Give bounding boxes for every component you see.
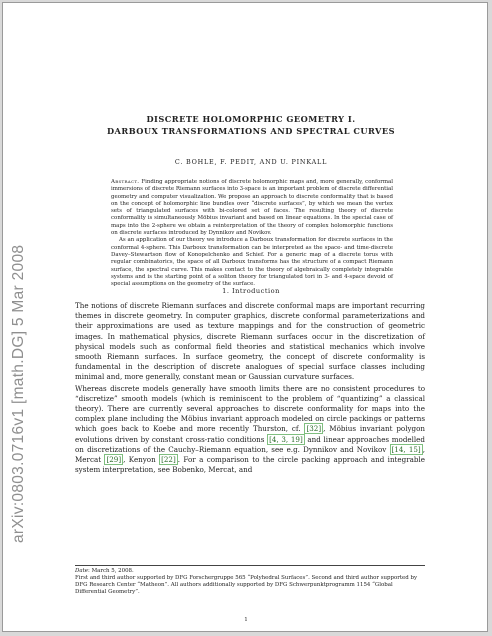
date-value: : March 5, 2008.: [88, 568, 134, 574]
author-list: C. BOHLE, F. PEDIT, AND U. PINKALL: [174, 158, 328, 166]
funding-footnote: First and third author supported by DFG Forschergruppe 565 “Polyhedral Surfaces”. Second and third author supported by DFG Research Center “Matheon”. All authors additionally supported by DFG Schwerpunktprogramm 1154 “Global Differential Geometry”.: [75, 575, 418, 596]
date-label: Date: [75, 568, 89, 574]
title-line-2: DARBOUX TRANSFORMATIONS AND SPECTRAL CURVES: [106, 126, 396, 136]
intro-text-d: , Mercat: [75, 444, 425, 465]
intro-paragraph-2: [75, 384, 425, 476]
arxiv-identifier: arXiv:0803.0716v1 [math.DG] 5 Mar 2008: [10, 244, 27, 543]
intro-text-b: , Möbius invariant polygon evolutions driven by constant cross-ratio conditions: [75, 424, 426, 444]
introduction-body: [75, 301, 425, 476]
intro-text-c: and linear approaches modelled on discretizations of the Cauchy–Riemann equation, see e.g. Dynnikov and Novikov: [75, 434, 425, 454]
citation-link[interactable]: [32]: [306, 424, 322, 434]
section-heading-introduction: 1. Introduction: [222, 287, 280, 295]
abstract-paragraph-1: [111, 179, 393, 237]
title-line-1: DISCRETE HOLOMORPHIC GEOMETRY I.: [146, 114, 356, 124]
intro-paragraph-1: The notions of discrete Riemann surfaces and discrete conformal maps are important recurring themes in discrete geometry. In computer graphics, discrete conformal parameterizations and their approximations are used as texture mappings and for the construction of geometric images. In mathematical physics, discrete Riemann surfaces occur in the discretization of physical models such as conformal field theories and statistical mechanics which involve smooth Riemann surfaces. In surface geometry, the concept of discrete conformality is fundamental in the description of discrete analogues of special surface classes including minimal and, more generally, constant mean or Gaussian curvature surfaces.: [75, 301, 425, 382]
abstract-paragraph-2: As an application of our theory we introduce a Darboux transformation for discrete surfaces in the conformal 4-sphere. This Darboux transformation can be interpreted as the space- and time-discrete Davey–Stewartson flow of Konopelchenko and Schief. For a generic map of a discrete torus with regular combinatorics, the space of all Darboux transforms has the structure of a compact Riemann surface, the spectral curve. This makes contact to the theory of algebraically completely integrable systems and is the starting point of a soliton theory for triangulated tori in 3- and 4-space devoid of special assumptions on the geometry of the surface.: [111, 237, 393, 288]
citation-link[interactable]: [4, 3, 19]: [269, 434, 303, 444]
page-number: 1: [244, 617, 248, 623]
citation-link[interactable]: [14, 15]: [391, 444, 421, 454]
abstract-text-1: Finding appropriate notions of discrete holomorphic maps and, more generally, conformal immersions of discrete Riemann surfaces into 3-space is an important problem of discrete differential geometry and computer visualization. We propose an approach to discrete conformality that is based on the concept of holomorphic line bundles over “discrete surfaces”, by which we mean the vertex sets of triangulated surfaces with bi-colored set of faces. The resulting theory of discrete conformality is simultaneously Möbius invariant and based on linear equations. In the special case of maps into the 2-sphere we obtain a reinterpretation of the theory of complex holomorphic functions on discrete surfaces introduced by Dynnikov and Novikov.: [111, 179, 393, 237]
citation-link[interactable]: [29]: [106, 455, 122, 465]
intro-text-a: Whereas discrete models generally have smooth limits there are no consistent procedures to “discretize” smooth models (which is reminiscent to the problem of “quantizing” a classical theory). There are currently several approaches to discrete conformality for maps into the complex plane including the Möbius invariant approach modeled on circle packings or patterns which goes back to Koebe and more recently Thurston, cf.: [75, 383, 425, 434]
paper-page: [2, 2, 488, 632]
intro-text-e: , Kenyon: [123, 455, 156, 465]
paper-title: [83, 113, 419, 137]
footnotes: [75, 565, 425, 596]
citation-link[interactable]: [22]: [161, 455, 176, 465]
intro-text-f: . For a comparison to the circle packing approach and integrable system interpretation, see Bobenko, Mercat, and: [75, 455, 425, 475]
abstract: [111, 179, 393, 288]
abstract-label: Abstract.: [111, 179, 140, 185]
